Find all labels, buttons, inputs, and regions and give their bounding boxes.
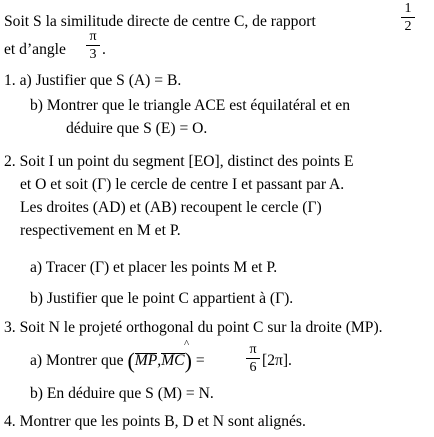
q2-line-4: respectivement en M et P. <box>20 222 181 239</box>
angle-fraction <box>86 29 100 62</box>
angle-text: et d’angle <box>4 41 66 58</box>
equals-sign: = <box>195 352 205 369</box>
q2-a: a) Tracer (Γ) et placer les points M et P. <box>30 259 278 276</box>
q1-b-line-1: b) Montrer que le triangle ACE est équilatéral et en <box>30 97 350 114</box>
q2-line-3: Les droites (AD) et (AB) recoupent le cercle (Γ) <box>20 199 322 216</box>
ratio-fraction <box>401 1 415 34</box>
q3-line-1: 3. Soit N le projeté orthogonal du point C sur la droite (MP). <box>4 319 383 336</box>
intro-line-2 <box>4 41 66 59</box>
q1-b-line-2: déduire que S (E) = O. <box>66 120 208 137</box>
pi6-denominator: 6 <box>249 360 257 375</box>
angle-period: . <box>102 41 106 58</box>
ratio-numerator: 1 <box>404 1 412 16</box>
ratio-denominator: 2 <box>404 19 412 34</box>
vector-mc: MC <box>161 352 185 369</box>
angle-denominator: 3 <box>89 47 97 62</box>
angle-hat: ^ <box>184 338 190 350</box>
modulo-2pi: [2π]. <box>262 352 292 369</box>
pi6-numerator: π <box>249 342 257 357</box>
q2-b: b) Justifier que le point C appartient à (Γ). <box>30 290 294 307</box>
vector-mp: MP <box>134 352 158 369</box>
q3-b: b) En déduire que S (M) = N. <box>30 385 214 402</box>
angle-numerator: π <box>89 29 97 44</box>
q3-a-prefix: a) Montrer que <box>30 352 124 369</box>
angle-pi-over-6 <box>246 342 260 375</box>
q4-line-1: 4. Montrer que les points B, D et N sont alignés. <box>4 413 306 430</box>
intro-line-1: Soit S la similitude directe de centre C, de rapport <box>4 13 316 30</box>
q3-a: a) Montrer que (MP,MC) = <box>30 348 205 373</box>
q2-line-2: et O et soit (Γ) le cercle de centre I et passant par A. <box>20 176 345 193</box>
q2-line-1: 2. Soit I un point du segment [EO], distinct des points E <box>4 153 354 170</box>
q1-a: 1. a) Justifier que S (A) = B. <box>4 72 182 89</box>
